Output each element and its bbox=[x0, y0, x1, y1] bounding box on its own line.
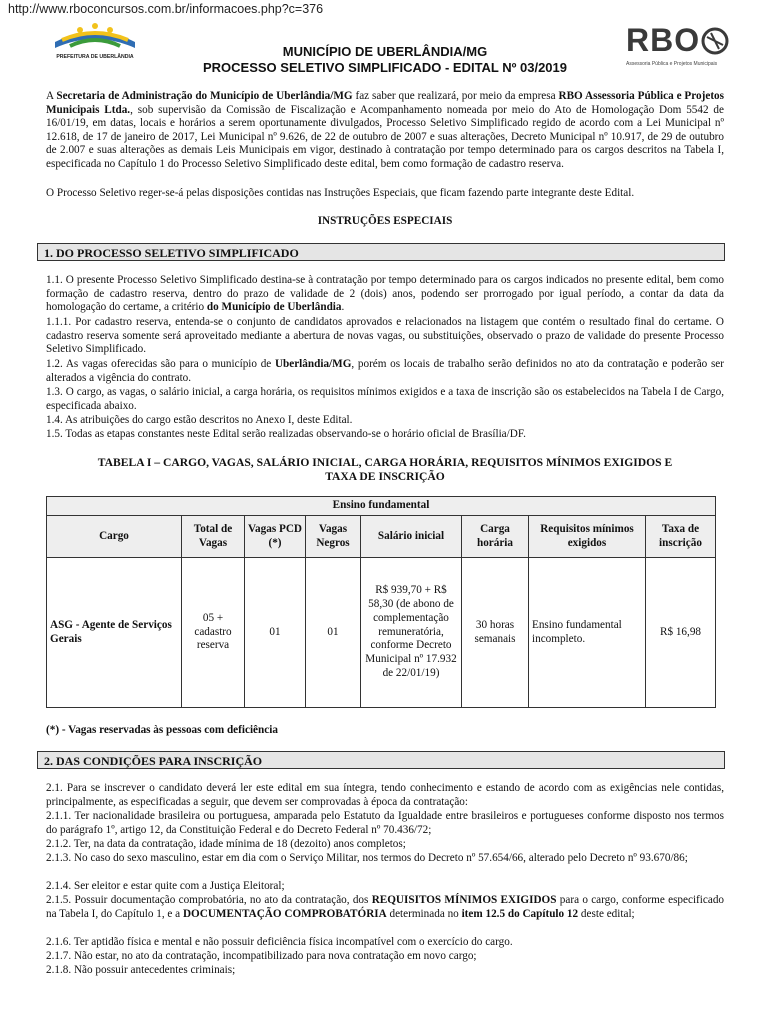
item-2-1-3: 2.1.3. No caso do sexo masculino, estar em dia com o Serviço Militar, nos termos do Decreto nº 57.654/66, alterado pelo Decreto nº 93.670/86; bbox=[46, 852, 688, 864]
table-row bbox=[47, 558, 716, 708]
cell-negros: 01 bbox=[306, 558, 361, 708]
cell-total: 05 + cadastro reserva bbox=[182, 558, 245, 708]
col-vagas-negros: Vagas Negros bbox=[306, 516, 361, 558]
item-1-5: 1.5. Todas as etapas constantes neste Edital serão realizadas observando-se o horário oficial de Brasília/DF. bbox=[46, 428, 526, 440]
item-2-1-4: 2.1.4. Ser eleitor e estar quite com a Justiça Eleitoral; bbox=[46, 880, 285, 892]
rbo-globe-icon bbox=[701, 27, 729, 55]
rbo-logo bbox=[624, 22, 734, 68]
cell-requisitos: Ensino fundamental incompleto. bbox=[529, 558, 646, 708]
section-2-heading: 2. DAS CONDIÇÕES PARA INSCRIÇÃO bbox=[37, 751, 725, 769]
col-carga: Carga horária bbox=[462, 516, 529, 558]
item-2-1: 2.1. Para se inscrever o candidato deverá ler este edital em sua íntegra, tendo conhecimento e estando de acordo com as exigências nele contidas, principalmente, as especificadas a seguir, que devem ser comprovadas à época da contratação: bbox=[46, 782, 724, 808]
col-taxa: Taxa de inscrição bbox=[646, 516, 716, 558]
item-2-1-2: 2.1.2. Ter, na data da contratação, idade mínima de 18 (dezoito) anos completos; bbox=[46, 838, 406, 850]
document-title-line2: PROCESSO SELETIVO SIMPLIFICADO - EDITAL Nº 03/2019 bbox=[202, 60, 567, 75]
section-1-heading: 1. DO PROCESSO SELETIVO SIMPLIFICADO bbox=[37, 243, 725, 261]
col-cargo: Cargo bbox=[47, 516, 182, 558]
item-2-1-6: 2.1.6. Ter aptidão física e mental e não possuir deficiência física incompatível com o exercício do cargo. bbox=[46, 936, 513, 948]
cell-salario: R$ 939,70 + R$ 58,30 (de abono de complementação remuneratória, conforme Decreto Municipal nº 17.932 de 22/01/19) bbox=[361, 558, 462, 708]
item-1-1: 1.1. O presente Processo Seletivo Simplificado destina-se à contratação por tempo determinado para os cargos indicados no presente edital, bem como formação de cadastro reserva, dentro do prazo de validade de 2 (dois) anos, podendo ser prorrogado por igual período, a contar da data da homologação do certame, a critério do Município de Uberlândia. bbox=[46, 274, 724, 314]
item-1-3: 1.3. O cargo, as vagas, o salário inicial, a carga horária, os requisitos mínimos exigidos e a taxa de inscrição são os estabelecidos na Tabela I de Cargo, especificada abaixo. bbox=[46, 386, 724, 412]
col-total-vagas: Total de Vagas bbox=[182, 516, 245, 558]
document-title-line1: MUNICÍPIO DE UBERLÂNDIA/MG bbox=[282, 44, 488, 59]
prefeitura-logo bbox=[50, 20, 140, 62]
table-group-header: Ensino fundamental bbox=[47, 497, 716, 516]
item-2-1-5: 2.1.5. Possuir documentação comprobatória, no ato da contratação, dos REQUISITOS MÍNIMOS EXIGIDOS para o cargo, conforme especificado na Tabela I, do Capítulo 1, e a DOCUMENTAÇÃO COMPROBATÓRIA determinada no item 12.5 do Capítulo 12 deste edital; bbox=[46, 894, 725, 920]
item-2-1-7: 2.1.7. Não estar, no ato da contratação, incompatibilizado para nova contratação em novo cargo; bbox=[46, 950, 477, 962]
item-2-1-8: 2.1.8. Não possuir antecedentes criminais; bbox=[46, 964, 236, 976]
page-url[interactable]: http://www.rboconcursos.com.br/informacoes.php?c=376 bbox=[8, 2, 324, 16]
special-instructions-heading: INSTRUÇÕES ESPECIAIS bbox=[317, 215, 453, 227]
table-title: TABELA I – CARGO, VAGAS, SALÁRIO INICIAL, CARGA HORÁRIA, REQUISITOS MÍNIMOS EXIGIDOS E TAXA DE INSCRIÇÃO bbox=[97, 456, 673, 483]
cargo-table bbox=[46, 496, 716, 708]
item-1-1-1: 1.1.1. Por cadastro reserva, entenda-se o conjunto de candidatos aprovados e relacionados na listagem que contém o resultado final do certame. O cadastro reserva somente será aproveitado mediante a abertura de novas vagas, ou substituições, observado o prazo de validade do presente Processo Seletivo Simplificado. bbox=[46, 316, 724, 356]
rbo-logo-text: RBO bbox=[626, 22, 701, 58]
cell-carga: 30 horas semanais bbox=[462, 558, 529, 708]
cell-taxa: R$ 16,98 bbox=[646, 558, 716, 708]
rbo-tagline: Assessoria Pública e Projetos Municipais bbox=[626, 61, 718, 67]
prefeitura-emblem-icon bbox=[50, 20, 140, 52]
item-1-2: 1.2. As vagas oferecidas são para o município de Uberlândia/MG, porém os locais de trabalho serão definidos no ato da contratação e poderão ser alterados a vigência do contrato. bbox=[46, 358, 724, 384]
intro-paragraph: A Secretaria de Administração do Município de Uberlândia/MG faz saber que realizará, por meio da empresa RBO Assessoria Pública e Projetos Municipais Ltda., sob supervisão da Comissão de Fiscalização e Acompanhamento nomeada por meio do Ato de Homologação Dom 5542 de 16/01/19, em datas, locais e horários a serem oportunamente divulgados, Processo Seletivo Simplificado regido de acordo com a Lei Municipal nº 12.618, de 17 de janeiro de 2017, Lei Municipal nº 9.626, de 22 de outubro de 2007 e suas alterações, Decreto Municipal nº 10.917, de 29 de outubro de 2.007 e suas alterações as demais Leis Municipais em vigor, destinado à contratação por tempo determinado para os cargos descritos na Tabela I, especificada no Capítulo 1 do Processo Seletivo Simplificado deste edital, bem como formação de cadastro reserva. bbox=[46, 90, 724, 170]
col-salario: Salário inicial bbox=[361, 516, 462, 558]
col-requisitos: Requisitos mínimos exigidos bbox=[529, 516, 646, 558]
col-vagas-pcd: Vagas PCD (*) bbox=[245, 516, 306, 558]
table-note: (*) - Vagas reservadas às pessoas com deficiência bbox=[46, 724, 278, 736]
cell-cargo: ASG - Agente de Serviços Gerais bbox=[47, 558, 182, 708]
item-1-4: 1.4. As atribuições do cargo estão descritos no Anexo I, deste Edital. bbox=[46, 414, 353, 426]
item-2-1-1: 2.1.1. Ter nacionalidade brasileira ou portuguesa, amparada pelo Estatuto da Igualdade entre brasileiros e portugueses conforme disposto nos termos do parágrafo 1º, artigo 12, da Constituição Federal e do Decreto Federal nº 70.436/72; bbox=[46, 810, 724, 836]
cell-pcd: 01 bbox=[245, 558, 306, 708]
intro-paragraph-2: O Processo Seletivo reger-se-á pelas disposições contidas nas Instruções Especiais, que ficam fazendo parte integrante deste Edital. bbox=[46, 187, 635, 199]
prefeitura-caption: PREFEITURA DE UBERLÂNDIA bbox=[56, 54, 134, 60]
